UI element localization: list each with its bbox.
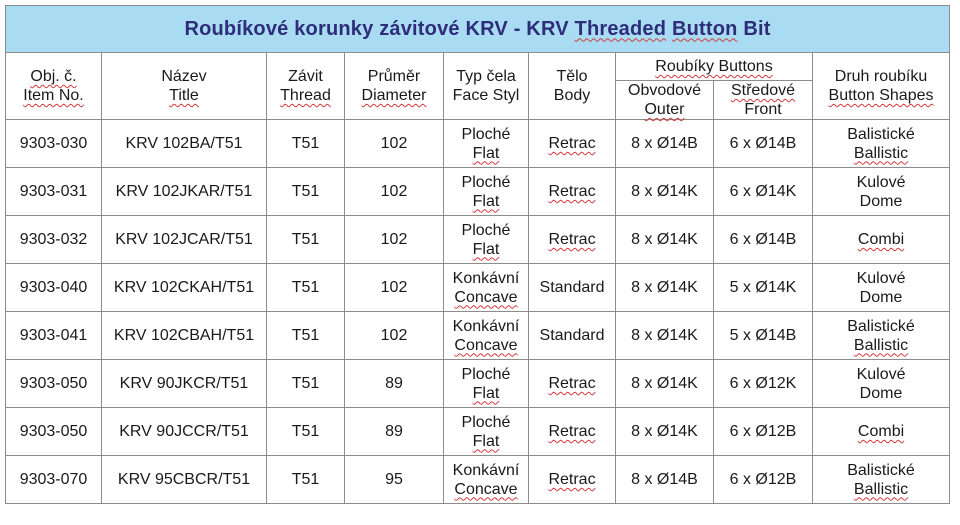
- header-button-shapes: [813, 53, 950, 120]
- cell-thread: T51: [267, 312, 345, 360]
- cell-line: Roubíky Buttons: [655, 58, 773, 75]
- header-diameter: [345, 53, 444, 120]
- product-table: [5, 5, 950, 504]
- cell-front: 5 x Ø14B: [714, 312, 813, 360]
- cell-front: 6 x Ø12B: [714, 456, 813, 504]
- header-title: [102, 53, 267, 120]
- table-title: [6, 6, 950, 53]
- cell-line: Flat: [472, 192, 500, 210]
- cell-outer: 8 x Ø14K: [616, 216, 714, 264]
- cell-item-no: 9303-041: [6, 312, 102, 360]
- cell-body: [529, 408, 616, 456]
- cell-front: 6 x Ø12K: [714, 360, 813, 408]
- cell-face-style: [444, 120, 529, 168]
- table-row: [6, 456, 950, 504]
- cell-line: Dome: [859, 288, 903, 306]
- cell-line: Retrac: [548, 471, 596, 488]
- title-part: Bit: [737, 17, 771, 40]
- cell-line: Balistické: [847, 461, 915, 479]
- cell-line: Retrac: [548, 231, 596, 248]
- cell-title: KRV 102BA/T51: [102, 120, 267, 168]
- header-body: [529, 53, 616, 120]
- cell-line: Obj. č.: [30, 68, 77, 85]
- cell-item-no: 9303-031: [6, 168, 102, 216]
- cell-line: Flat: [472, 144, 500, 162]
- cell-face-style: [444, 408, 529, 456]
- cell-line: Front: [744, 101, 782, 118]
- cell-title: KRV 95CBCR/T51: [102, 456, 267, 504]
- cell-line: Standard: [539, 327, 605, 344]
- cell-button-shape: [813, 360, 950, 408]
- cell-line: Typ čela: [456, 68, 516, 85]
- cell-button-shape: [813, 264, 950, 312]
- cell-line: Concave: [454, 336, 518, 354]
- cell-item-no: 9303-032: [6, 216, 102, 264]
- cell-line: Body: [553, 87, 591, 104]
- cell-line: Ploché: [461, 413, 511, 431]
- cell-line: Combi: [857, 231, 905, 248]
- cell-line: Druh roubíku: [834, 68, 928, 85]
- cell-item-no: 9303-050: [6, 360, 102, 408]
- cell-line: Středové: [730, 82, 796, 99]
- cell-line: Dome: [859, 384, 903, 402]
- cell-body: [529, 264, 616, 312]
- cell-body: [529, 216, 616, 264]
- cell-line: Retrac: [548, 375, 596, 392]
- cell-title: KRV 90JKCR/T51: [102, 360, 267, 408]
- header-item-no: [6, 53, 102, 120]
- cell-line: Konkávní: [452, 269, 520, 287]
- table-row: [6, 408, 950, 456]
- cell-face-style: [444, 312, 529, 360]
- cell-line: Ballistic: [853, 480, 909, 498]
- cell-line: Ploché: [461, 173, 511, 191]
- cell-line: Flat: [472, 432, 500, 450]
- cell-line: Concave: [454, 480, 518, 498]
- cell-line: Ploché: [461, 221, 511, 239]
- cell-line: Ballistic: [853, 336, 909, 354]
- cell-line: Item No.: [23, 87, 84, 104]
- cell-title: KRV 102CKAH/T51: [102, 264, 267, 312]
- cell-outer: 8 x Ø14K: [616, 168, 714, 216]
- cell-line: Balistické: [847, 125, 915, 143]
- cell-title: KRV 90JCCR/T51: [102, 408, 267, 456]
- cell-thread: T51: [267, 168, 345, 216]
- cell-button-shape: [813, 408, 950, 456]
- cell-line: Concave: [454, 288, 518, 306]
- cell-line: Průměr: [367, 68, 421, 85]
- cell-face-style: [444, 264, 529, 312]
- cell-diameter: 89: [345, 408, 444, 456]
- cell-outer: 8 x Ø14K: [616, 312, 714, 360]
- cell-outer: 8 x Ø14B: [616, 456, 714, 504]
- cell-button-shape: [813, 312, 950, 360]
- cell-front: 6 x Ø14K: [714, 168, 813, 216]
- title-part: Threaded: [574, 17, 667, 40]
- cell-thread: T51: [267, 264, 345, 312]
- cell-line: Tělo: [556, 68, 588, 85]
- cell-outer: 8 x Ø14K: [616, 360, 714, 408]
- cell-front: 5 x Ø14K: [714, 264, 813, 312]
- cell-line: Konkávní: [452, 461, 520, 479]
- cell-line: Ploché: [461, 365, 511, 383]
- cell-face-style: [444, 456, 529, 504]
- cell-body: [529, 120, 616, 168]
- cell-line: Kulové: [856, 173, 906, 191]
- cell-line: Outer: [644, 101, 685, 118]
- cell-thread: T51: [267, 456, 345, 504]
- cell-item-no: 9303-070: [6, 456, 102, 504]
- cell-line: Button Shapes: [828, 87, 934, 104]
- header-thread: [267, 53, 345, 120]
- cell-line: Dome: [859, 192, 903, 210]
- cell-body: [529, 312, 616, 360]
- cell-line: Diameter: [361, 87, 427, 104]
- cell-diameter: 102: [345, 312, 444, 360]
- cell-thread: T51: [267, 408, 345, 456]
- cell-front: 6 x Ø14B: [714, 120, 813, 168]
- cell-line: Retrac: [548, 135, 596, 152]
- cell-line: Kulové: [856, 269, 906, 287]
- cell-line: Konkávní: [452, 317, 520, 335]
- cell-button-shape: [813, 168, 950, 216]
- cell-face-style: [444, 168, 529, 216]
- table-row: [6, 264, 950, 312]
- table-row: [6, 216, 950, 264]
- cell-line: Balistické: [847, 317, 915, 335]
- cell-diameter: 89: [345, 360, 444, 408]
- header-front: [714, 81, 813, 120]
- cell-thread: T51: [267, 216, 345, 264]
- cell-line: Ploché: [461, 125, 511, 143]
- cell-line: Retrac: [548, 423, 596, 440]
- cell-face-style: [444, 360, 529, 408]
- table-row: [6, 168, 950, 216]
- title-part: Button: [671, 17, 738, 40]
- cell-outer: 8 x Ø14B: [616, 120, 714, 168]
- cell-line: Flat: [472, 384, 500, 402]
- cell-line: Ballistic: [853, 144, 909, 162]
- cell-item-no: 9303-040: [6, 264, 102, 312]
- cell-button-shape: [813, 456, 950, 504]
- table-row: [6, 360, 950, 408]
- cell-diameter: 102: [345, 120, 444, 168]
- cell-line: Obvodové: [628, 82, 701, 99]
- cell-title: KRV 102CBAH/T51: [102, 312, 267, 360]
- cell-item-no: 9303-030: [6, 120, 102, 168]
- cell-line: Flat: [472, 240, 500, 258]
- cell-thread: T51: [267, 120, 345, 168]
- cell-outer: 8 x Ø14K: [616, 264, 714, 312]
- cell-front: 6 x Ø12B: [714, 408, 813, 456]
- cell-outer: 8 x Ø14K: [616, 408, 714, 456]
- cell-item-no: 9303-050: [6, 408, 102, 456]
- cell-line: Thread: [280, 87, 331, 104]
- cell-button-shape: [813, 120, 950, 168]
- cell-line: Název: [161, 68, 207, 85]
- cell-button-shape: [813, 216, 950, 264]
- cell-thread: T51: [267, 360, 345, 408]
- cell-line: Retrac: [548, 183, 596, 200]
- table-row: [6, 312, 950, 360]
- header-outer: [616, 81, 714, 120]
- cell-body: [529, 360, 616, 408]
- cell-title: KRV 102JCAR/T51: [102, 216, 267, 264]
- cell-title: KRV 102JKAR/T51: [102, 168, 267, 216]
- cell-diameter: 102: [345, 216, 444, 264]
- cell-line: Title: [169, 87, 199, 104]
- header-buttons: [616, 53, 813, 81]
- cell-body: [529, 456, 616, 504]
- cell-line: Combi: [857, 423, 905, 440]
- cell-line: Závit: [288, 68, 323, 85]
- cell-line: Kulové: [856, 365, 906, 383]
- title-part: Roubíkové korunky závitové KRV - KRV: [184, 17, 575, 40]
- cell-line: Standard: [539, 279, 605, 296]
- table-row: [6, 120, 950, 168]
- cell-diameter: 95: [345, 456, 444, 504]
- cell-face-style: [444, 216, 529, 264]
- cell-diameter: 102: [345, 264, 444, 312]
- cell-front: 6 x Ø14B: [714, 216, 813, 264]
- header-face-style: [444, 53, 529, 120]
- cell-diameter: 102: [345, 168, 444, 216]
- cell-line: Face Styl: [452, 87, 520, 104]
- cell-body: [529, 168, 616, 216]
